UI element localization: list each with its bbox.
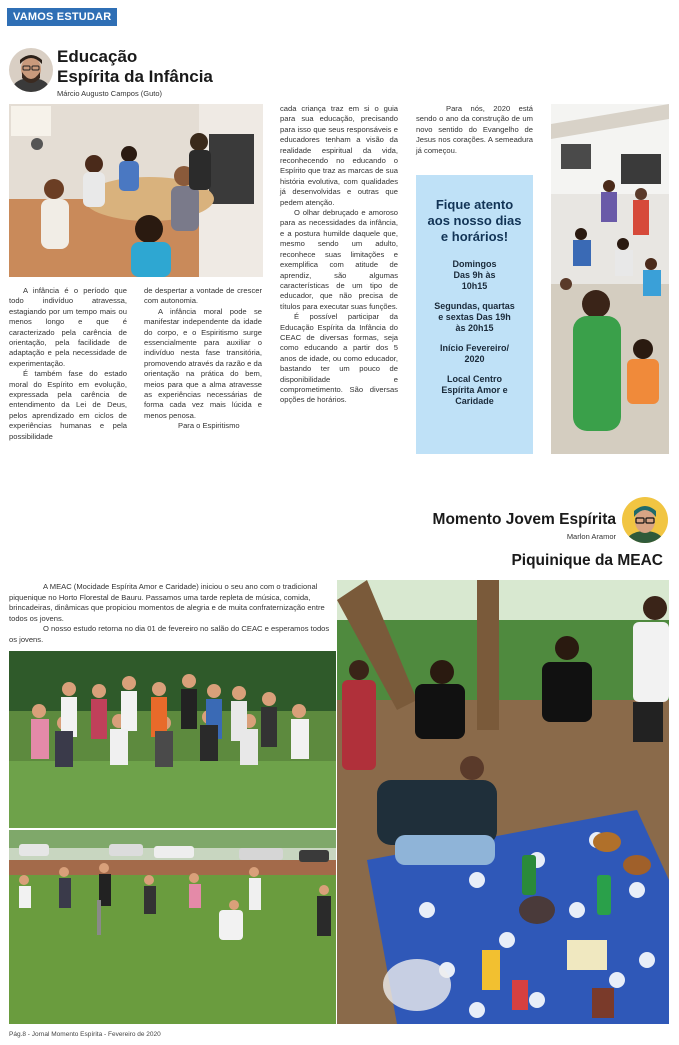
picnic-photo (337, 580, 669, 1024)
text-column-1 (9, 286, 127, 442)
paragraph: cada criança traz em si o guia para sua educação, precisando para isso que seus responsáveis e educadores tenham a visão da realidade espiritual da vida, reconhecendo no educando o Espírito que traz as marcas de sua história evolutiva, com qualidades já desenvolvidas e outras que pedem atenção. (280, 104, 398, 207)
paragraph: A infância é o período que todo indivíduo atravessa, estagiando por um tempo mais ou menos longo e que é caracterizado pela carência de orientação, pela facilidade de adaptação e pela necessidade de experimentação. (9, 286, 127, 368)
text-column-3 (280, 104, 398, 406)
courtyard-photo (551, 104, 669, 454)
paragraph: A infância moral pode se manifestar independente da idade do corpo, e o Espiritismo surge essencialmente para auxiliar o indivíduo nesta fase transitória, promovendo através da razão e da orientação na prática do bem, meios para que a alma atravesse as experiências necessárias de forma cada vez mais lúcida e menos penosa. (144, 306, 262, 420)
paragraph: É também fase do estado moral do Espírito em evolução, expressada pela carência de entendimento da Lei de Deus, pelos aprendizado em ciclos de experiências humanas e pela possibilidade (9, 369, 127, 441)
game-photo (9, 830, 336, 1024)
author-avatar (9, 48, 53, 92)
author-avatar (622, 497, 668, 543)
article-body (9, 582, 330, 646)
group-photo (9, 651, 336, 828)
start-date: Início Fevereiro/ 2020 (439, 343, 510, 364)
article-title: Piquinique da MEAC (511, 552, 663, 569)
paragraph: A MEAC (Mocidade Espírita Amor e Caridade) iniciou o seu ano com o tradicional piquenique no Horto Florestal de Bauru. Passamos uma tarde repleta de música, comida, brincadeiras, dinâmicas que propiciou momentos de alegria e de muita confraternização entre todos os jovens. (9, 582, 325, 623)
text-column-2 (144, 286, 262, 432)
paragraph: Para nós, 2020 está sendo o ano da construção de um novo sentido do Evangelho de Jesus nos corações. A semeadura já começou. (416, 104, 533, 155)
location: Local Centro Espírita Amor e Caridade (441, 374, 508, 406)
paragraph: O nosso estudo retorna no dia 01 de fevereiro no salão do CEAC e esperamos todos os jovens. (9, 624, 330, 644)
article-title-line2: Espírita da Infância (57, 67, 213, 86)
page-footer: Pág.8 - Jornal Momento Espírita - Fevereiro de 2020 (9, 1031, 161, 1038)
article-title (57, 47, 213, 87)
schedule-weekdays: Segundas, quartas e sextas Das 19h às 20h15 (434, 301, 515, 333)
section-title: Momento Jovem Espírita (432, 511, 616, 528)
paragraph: Para o Espiritismo (178, 421, 240, 431)
schedule-infobox (416, 175, 533, 454)
section-tag: VAMOS ESTUDAR (7, 8, 117, 26)
text-column-4 (416, 104, 533, 156)
article-author: Márcio Augusto Campos (Guto) (57, 89, 163, 98)
classroom-photo (9, 104, 263, 277)
article-author: Marlon Aramor (566, 532, 616, 541)
schedule-sunday: Domingos Das 9h às 10h15 (452, 259, 497, 291)
article-title-line1: Educação (57, 47, 138, 66)
paragraph: É possível participar da Educação Espírita da Infância do CEAC de diversas formas, seja como educando a partir dos 5 anos de idade, ou como educador, bastando ter um pouco de disponibilidade e comprometimento. São diversas opções de horários. (280, 312, 398, 405)
paragraph: de despertar a vontade de crescer com autonomia. (144, 286, 262, 306)
infobox-heading: Fique atento aos nosso dias e horários! (427, 197, 522, 244)
paragraph: O olhar debruçado e amoroso para as necessidades da infância, e a postura humilde daquele que, mesmo sendo um adulto, reconhece suas limitações e exemplifica com atitude de aprendiz, são algumas características de um tipo de educador, que não precisa de títulos para executar suas funções. (280, 208, 398, 311)
